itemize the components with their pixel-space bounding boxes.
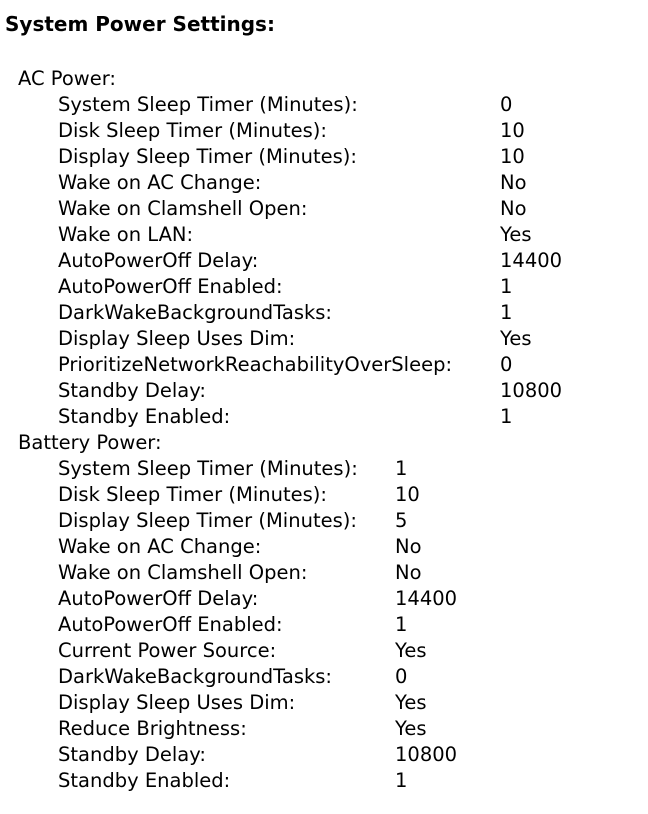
setting-label: AutoPowerOff Delay: bbox=[58, 587, 259, 610]
setting-label: Display Sleep Uses Dim: bbox=[58, 691, 296, 714]
setting-label: AutoPowerOff Delay: bbox=[58, 249, 259, 272]
battery-row-current-power-source bbox=[0, 638, 648, 664]
setting-value: Yes bbox=[395, 691, 427, 714]
battery-row-wake-on-ac-change bbox=[0, 534, 648, 560]
setting-label: Wake on Clamshell Open: bbox=[58, 197, 308, 220]
battery-row-display-sleep-uses-dim bbox=[0, 690, 648, 716]
setting-value: 1 bbox=[395, 457, 408, 480]
setting-value: 14400 bbox=[395, 587, 458, 610]
ac-row-prioritize-network-reachability bbox=[0, 352, 648, 378]
battery-row-standby-enabled bbox=[0, 768, 648, 794]
ac-row-autopoweroff-delay bbox=[0, 248, 648, 274]
setting-label: Disk Sleep Timer (Minutes): bbox=[58, 119, 327, 142]
page-title: System Power Settings: bbox=[5, 12, 275, 36]
setting-value: Yes bbox=[500, 223, 532, 246]
setting-label: Current Power Source: bbox=[58, 639, 277, 662]
ac-row-wake-on-clamshell-open bbox=[0, 196, 648, 222]
ac-row-autopoweroff-enabled bbox=[0, 274, 648, 300]
ac-row-darkwake-background-tasks bbox=[0, 300, 648, 326]
setting-label: Wake on Clamshell Open: bbox=[58, 561, 308, 584]
ac-row-display-sleep-uses-dim bbox=[0, 326, 648, 352]
ac-row-wake-on-ac-change bbox=[0, 170, 648, 196]
battery-row-reduce-brightness bbox=[0, 716, 648, 742]
ac-row-wake-on-lan bbox=[0, 222, 648, 248]
setting-value: 10 bbox=[500, 145, 525, 168]
setting-value: 0 bbox=[395, 665, 408, 688]
setting-value: 0 bbox=[500, 93, 513, 116]
setting-value: 10 bbox=[500, 119, 525, 142]
battery-power-header: Battery Power: bbox=[18, 431, 162, 454]
setting-label: System Sleep Timer (Minutes): bbox=[58, 457, 358, 480]
battery-power-rows bbox=[0, 456, 648, 794]
setting-value: 1 bbox=[395, 769, 408, 792]
setting-value: 10 bbox=[395, 483, 420, 506]
battery-row-autopoweroff-delay bbox=[0, 586, 648, 612]
setting-value: 14400 bbox=[500, 249, 563, 272]
battery-row-darkwake-background-tasks bbox=[0, 664, 648, 690]
setting-value: No bbox=[500, 197, 527, 220]
setting-label: AutoPowerOff Enabled: bbox=[58, 275, 283, 298]
ac-row-display-sleep-timer bbox=[0, 144, 648, 170]
setting-label: Standby Enabled: bbox=[58, 769, 231, 792]
battery-row-autopoweroff-enabled bbox=[0, 612, 648, 638]
ac-row-standby-enabled bbox=[0, 404, 648, 430]
battery-row-display-sleep-timer bbox=[0, 508, 648, 534]
setting-value: 0 bbox=[500, 353, 513, 376]
battery-row-disk-sleep-timer bbox=[0, 482, 648, 508]
setting-label: Display Sleep Uses Dim: bbox=[58, 327, 296, 350]
setting-value: Yes bbox=[500, 327, 532, 350]
setting-value: 10800 bbox=[500, 379, 563, 402]
setting-label: Display Sleep Timer (Minutes): bbox=[58, 509, 357, 532]
ac-power-rows bbox=[0, 92, 648, 430]
setting-value: 1 bbox=[395, 613, 408, 636]
setting-label: System Sleep Timer (Minutes): bbox=[58, 93, 358, 116]
setting-label: Standby Enabled: bbox=[58, 405, 231, 428]
setting-label: Standby Delay: bbox=[58, 743, 206, 766]
setting-value: 5 bbox=[395, 509, 408, 532]
ac-row-standby-delay bbox=[0, 378, 648, 404]
ac-power-header: AC Power: bbox=[18, 67, 116, 90]
setting-value: 1 bbox=[500, 275, 513, 298]
ac-row-system-sleep-timer bbox=[0, 92, 648, 118]
battery-row-system-sleep-timer bbox=[0, 456, 648, 482]
setting-label: Standby Delay: bbox=[58, 379, 206, 402]
setting-label: Wake on AC Change: bbox=[58, 535, 262, 558]
setting-label: DarkWakeBackgroundTasks: bbox=[58, 665, 332, 688]
setting-label: DarkWakeBackgroundTasks: bbox=[58, 301, 332, 324]
setting-value: No bbox=[500, 171, 527, 194]
setting-value: Yes bbox=[395, 639, 427, 662]
battery-row-standby-delay bbox=[0, 742, 648, 768]
setting-label: Reduce Brightness: bbox=[58, 717, 247, 740]
setting-label: AutoPowerOff Enabled: bbox=[58, 613, 283, 636]
setting-label: Wake on AC Change: bbox=[58, 171, 262, 194]
setting-value: No bbox=[395, 561, 422, 584]
setting-label: Display Sleep Timer (Minutes): bbox=[58, 145, 357, 168]
setting-label: Disk Sleep Timer (Minutes): bbox=[58, 483, 327, 506]
setting-value: Yes bbox=[395, 717, 427, 740]
setting-value: 1 bbox=[500, 405, 513, 428]
setting-label: Wake on LAN: bbox=[58, 223, 194, 246]
setting-value: 1 bbox=[500, 301, 513, 324]
setting-value: 10800 bbox=[395, 743, 458, 766]
setting-value: No bbox=[395, 535, 422, 558]
battery-row-wake-on-clamshell-open bbox=[0, 560, 648, 586]
ac-row-disk-sleep-timer bbox=[0, 118, 648, 144]
setting-label: PrioritizeNetworkReachabilityOverSleep: bbox=[58, 353, 453, 376]
